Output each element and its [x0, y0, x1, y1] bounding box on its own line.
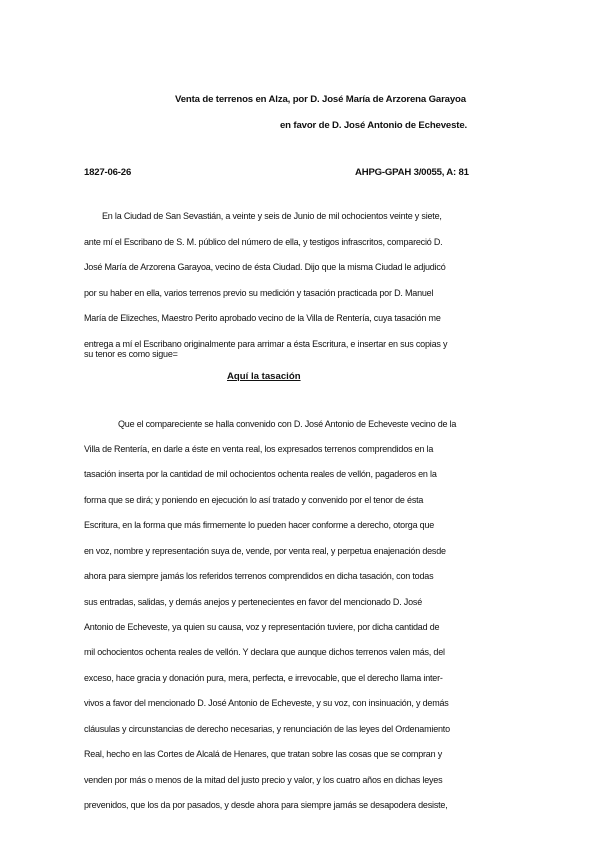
- paragraph-2-line: mil ochocientos ochenta reales de vellón. Y declara que aunque dichos terrenos valen más, del: [84, 647, 445, 657]
- document-title-line-1: Venta de terrenos en Alza, por D. José María de Arzorena Garayoa: [175, 94, 466, 105]
- document-title-line-2: en favor de D. José Antonio de Echeveste.: [280, 120, 468, 131]
- paragraph-1-line: José María de Arzorena Garayoa, vecino de ésta Ciudad. Dijo que la misma Ciudad le adjudicó: [84, 262, 446, 272]
- paragraph-2-line: exceso, hace gracia y donación pura, mera, perfecta, e irrevocable, que el derecho llama inter-: [84, 673, 443, 683]
- paragraph-2-line: sus entradas, salidas, y demás anejos y pertenecientes en favor del mencionado D. José: [84, 597, 423, 607]
- paragraph-1-line: su tenor es como sigue=: [84, 349, 178, 359]
- paragraph-2-line: Antonio de Echeveste, ya quien su causa, voz y representación tuviere, por dicha cantidad de: [84, 622, 440, 632]
- paragraph-1-line: María de Elizeches, Maestro Perito aprobado vecino de la Villa de Rentería, cuya tasación me: [84, 313, 441, 323]
- paragraph-2-line: prevenidos, que los da por pasados, y desde ahora para siempre jamás se desapodera desiste,: [84, 800, 448, 810]
- paragraph-2-line: tasación inserta por la cantidad de mil ochocientos ochenta reales de vellón, pagaderos en la: [84, 469, 437, 479]
- paragraph-1-line: entrega a mí el Escribano originalmente para arrimar a ésta Escritura, e insertar en sus copias y: [84, 339, 448, 349]
- paragraph-2-line: vivos a favor del mencionado D. José Antonio de Echeveste, y su voz, con insinuación, y demás: [84, 698, 449, 708]
- paragraph-1-line: En la Ciudad de San Sevastián, a veinte y seis de Junio de mil ochocientos veinte y siete,: [102, 211, 442, 221]
- paragraph-1-line: por su haber en ella, varios terrenos previo su medición y tasación practicada por D. Manuel: [84, 288, 434, 298]
- paragraph-2-line: Escritura, en la forma que más firmemente lo pueden hacer conforme a derecho, otorga que: [84, 520, 435, 530]
- paragraph-2-line: ahora para siempre jamás los referidos terrenos comprendidos en dicha tasación, con todas: [84, 571, 434, 581]
- paragraph-2-line: en voz, nombre y representación suya de, vende, por venta real, y perpetua enajenación desde: [84, 546, 446, 556]
- paragraph-2-line: venden por más o menos de la mitad del justo precio y valor, y los cuatro años en dichas leyes: [84, 775, 443, 785]
- paragraph-2-line: Que el compareciente se halla convenido con D. José Antonio de Echeveste vecino de la: [118, 419, 457, 429]
- document-date: 1827-06-26: [84, 167, 132, 178]
- paragraph-2-line: cláusulas y circunstancias de derecho necesarias, y renunciación de las leyes del Ordenamiento: [84, 724, 450, 734]
- paragraph-2-line: Real, hecho en las Cortes de Alcalá de Henares, que tratan sobre las cosas que se compran y: [84, 749, 443, 759]
- archive-reference: AHPG-GPAH 3/0055, A: 81: [355, 167, 469, 178]
- paragraph-1-line: ante mí el Escribano de S. M. público del número de ella, y testigos infrascritos, compareció D.: [84, 237, 443, 247]
- paragraph-2-line: Villa de Rentería, en darle a éste en venta real, los expresados terrenos comprendidos en la: [84, 444, 434, 454]
- section-heading: Aquí la tasación: [227, 371, 301, 382]
- paragraph-2-line: forma que se dirá; y poniendo en ejecución lo así tratado y convenido por el tenor de ésta: [84, 495, 424, 505]
